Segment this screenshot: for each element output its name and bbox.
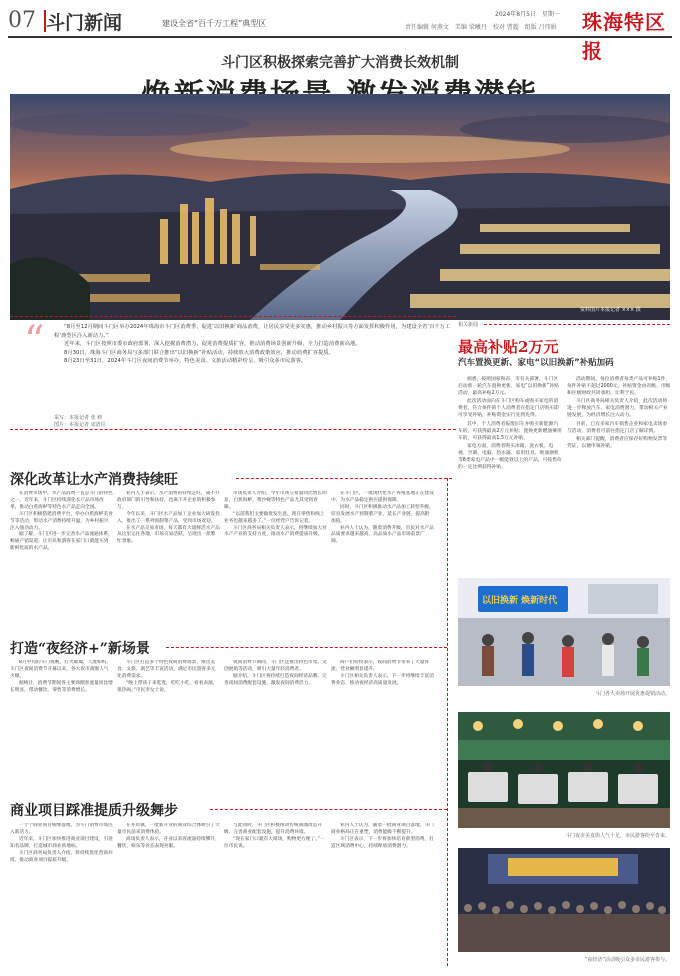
- crowd-event-photo: [458, 848, 670, 952]
- sidebar-paragraph: 相关部门提醒，消费者应保存好购物发票等凭证，以便申领补贴。: [567, 436, 668, 449]
- store-promotion-photo: [458, 578, 670, 686]
- night-market-photo: [458, 712, 670, 828]
- related-news-tag: 相关新闻: [458, 322, 479, 328]
- column-rule: [447, 478, 448, 966]
- section-column: [117, 823, 220, 966]
- editor-credits: 责任编辑 何燕文 美编 梁曦丹 校对 曹超 组版 吕伟娟: [405, 24, 557, 31]
- photo-caption: 斗门各大卖场开展优惠促销活动。: [594, 691, 670, 697]
- section-column: [10, 660, 113, 778]
- section-column: [10, 823, 113, 966]
- section-paragraph: 在斗门区，一批现代化水产养殖基地正在建设中，为水产品稳定供应提供保障。: [331, 491, 434, 503]
- section-title: 深化改革让水产消费持续旺: [10, 472, 178, 488]
- section-paragraph: “现在家门口就有大商场，购物更方便了。”一位市民说。: [224, 836, 325, 849]
- sidebar-paragraph: 斗门区商务局相关负责人介绍，此次活动将进一步释放汽车、家电消费潜力，带动相关产业链发展，为经济增长注入动力。: [567, 399, 668, 419]
- issue-date: 2024年8月5日 星期一: [495, 11, 560, 18]
- newspaper-brand: 珠海特区报: [582, 10, 666, 63]
- section-title: 商业项目踩准提质升级舞步: [10, 803, 178, 819]
- sidebar-paragraph: 家电方面，消费者购买冰箱、洗衣机、电视、空调、电脑、热水器、家用灶具、吸油烟机等8类家电产品中一级能效以上的产品，可按售价的一定比例获得补贴。: [458, 443, 562, 471]
- section-paragraph: 在井岸镇，一批新开业的商业综合体吸引了大量市民前来消费体验。: [117, 823, 220, 835]
- section-paragraph: 一个个商业项目相继落地，为斗门消费市场注入新活力。: [10, 823, 113, 835]
- page-number: 07: [8, 8, 36, 33]
- intro-paragraph: 8月23日至31日，2024年斗门区夜间消费节举办，特色美食、文旅活动精彩纷呈，吸引众多市民游客。: [64, 358, 307, 365]
- section-paragraph: 据了解，斗门区进一步完善水产品流通体系，畅通产销渠道，让市民和游客在家门口就能买到新鲜优质的水产品。: [10, 532, 113, 552]
- city-night-photo: [10, 94, 670, 320]
- section-rule: [166, 647, 447, 648]
- intro-paragraph: 近年来，斗门区按照市委市政府部署，深入挖掘消费潜力，促进消费提质扩容，推动消费场景创新升级，全力打造消费新高地。: [64, 341, 361, 348]
- promo-sign: 以旧换新 焕新时代: [482, 596, 558, 606]
- intro-text: [54, 323, 454, 366]
- section-paragraph: 商户们纷纷表示，夜间消费节带来了大量客流，营业额明显提升。: [331, 660, 430, 672]
- section-paragraph: 斗门区商务局负责人介绍，将持续优化营商环境，推动商业项目提质升级。: [10, 850, 113, 863]
- section-rule: [210, 809, 447, 810]
- section-paragraph: 在消费市场中，水产品消费一直是斗门的特色之一。近年来，斗门区持续深化水产品市场改革，推动白蕉海鲈等特色水产品走向全国。: [10, 491, 113, 510]
- section-paragraph: 斗门区打造多个特色夜间消费场景，推出美食、文旅、演艺等丰富活动，满足市民游客多元化消费需求。: [117, 660, 216, 679]
- section-paragraph: 在水产品交易市场，每天都有大量鲜活水产品从这里运往各地，市场交易活跃，呈现出一派繁忙景象。: [117, 525, 220, 545]
- sidebar-column-2: [567, 376, 671, 572]
- section-paragraph: 与此同时，斗门区积极推动传统商圈改造升级，完善商业配套设施，提升消费环境。: [224, 823, 323, 835]
- section-paragraph: 斗门区商务局相关负责人表示，将继续加大对水产产业的支持力度，推动水产消费提质升级。: [224, 525, 327, 538]
- sidebar-title: 最高补贴2万元: [458, 338, 559, 356]
- section-paragraph: 8月中旬的斗门夜晚，灯火璀璨，人流如织。斗门区夜间消费节开幕以来，各大夜市商圈人气火爆。: [10, 660, 112, 679]
- section-paragraph: 斗门区表示，下一步将加快培育新型消费，打造区域消费中心，持续释放消费潜力。: [331, 836, 434, 849]
- header-slogan: 建设全省“百千万工程”典型区: [162, 19, 267, 28]
- section-column: [331, 491, 434, 625]
- section-column: [224, 660, 327, 778]
- section-paragraph: 夜间消费节期间，斗门区还推出特色市集、文创展销等活动，吸引大量年轻消费者。: [224, 660, 327, 672]
- sidebar-subtitle: 汽车置换更新、家电“以旧换新”补贴加码: [458, 358, 614, 368]
- section-paragraph: 近年来，斗门区加快推进商业项目建设，引进知名品牌，打造城市商业新地标。: [10, 836, 113, 849]
- section-column: [331, 823, 434, 966]
- tag-rule: [484, 324, 670, 325]
- section-paragraph: 市场负责人介绍，今年市场交易量同比增长明显，白蕉海鲈、黄沙蚬等特色产品尤其受到青睐。: [224, 491, 327, 510]
- section-column: [117, 660, 220, 778]
- section-paragraph: 同时，斗门区积极推动水产品加工转型升级，培育发展水产预制菜产业，延长产业链，提高附加值。: [331, 504, 434, 524]
- sidebar-column-1: [458, 376, 562, 572]
- section-column: [117, 491, 220, 625]
- sidebar-paragraph: 据悉，按照国家和省、市有关部署，斗门区启动新一轮汽车置换更新、家电“以旧换新”补贴活动，最高补贴2万元。: [458, 377, 559, 397]
- section-rule: [236, 478, 452, 479]
- intro-paragraph: “8月至12月期间斗门区举办2024年珠海市斗门区消费季，促进‘以旧换新’商品消费，让居民享受更多实惠，推动乡村振兴等方面发挥积极作用，为建设全省‘百千万工程’典型区注入新动力。”: [54, 324, 451, 339]
- section-paragraph: 今年以来，斗门区水产品加工企业加大研发投入，推出了一系列预制菜产品，受到市场欢迎。: [117, 511, 220, 524]
- section-paragraph: 业内人士表示，水产消费的持续走旺，离不开政府部门的引导和扶持，也离不开企业的积极参与。: [117, 491, 220, 510]
- section-paragraph: 据介绍，斗门区将持续打造夜间经济品牌，完善夜间消费配套设施，激发夜间消费活力。: [224, 673, 327, 686]
- article-subtitle: 斗门区积极探索完善扩大消费长效机制: [221, 55, 459, 71]
- section-column: [331, 660, 434, 778]
- section-column: [224, 491, 327, 625]
- section-paragraph: 业内人士认为，随着一批商业项目落地，斗门商业格局正在重塑，消费能级不断提升。: [331, 823, 434, 835]
- section-name: 斗门新闻: [46, 12, 123, 34]
- sidebar-paragraph: 其中，个人消费者报废旧车并购买新能源汽车的，可获得最高2万元补贴；置换更新燃油乘用车的，可获得最高1.5万元补贴。: [458, 421, 562, 441]
- photo-credit: 资料图片本报记者 ××× 摄: [580, 307, 641, 313]
- section-paragraph: “以前我们主要做批发生意，现在零售和线上业务也越来越多了。”一位经营户告诉记者。: [224, 511, 325, 524]
- intro-paragraph: 8月30日，珠海斗门区商务局与多部门联合推出“以旧换新”补贴活动，持续放大消费政策效应，推动消费扩容提质。: [64, 349, 334, 356]
- section-paragraph: 斗门区相关负责人表示，下一步将继续丰富消费业态，推动夜经济高质量发展。: [331, 673, 434, 686]
- section-title: 打造“夜经济+”新场景: [10, 641, 150, 657]
- section-paragraph: 斗门区积极搭建消费平台，举办白蕉海鲈美食节等活动，带动水产消费持续升温，为乡村振兴注入强劲动力。: [10, 511, 113, 531]
- section-column: [10, 491, 113, 625]
- sidebar-paragraph: 活动期间，每位消费者每类产品可补贴1件，每件补贴不超过2000元。补贴资金由省级、市级和区级财政共同承担，让利于民。: [567, 377, 671, 397]
- photo-caption: 斗门夜市美食街人气十足，市民游客纷至沓来。: [564, 833, 670, 839]
- quote-mark-icon: “: [24, 318, 45, 364]
- header-rule: [8, 36, 672, 38]
- sidebar-paragraph: 此次活动面向在斗门区购车或购买家电的消费者，符合条件的个人消费者在指定门店购买即可享受补贴，补贴资金实行先到先得。: [458, 399, 559, 419]
- section-paragraph: “晚上带孩子来逛逛，吃吃小吃，看看表演，很热闹。”市民李女士说。: [117, 680, 218, 693]
- sidebar-paragraph: 目前，已有多家汽车销售企业和家电卖场参与活动，消费者可前往指定门店了解详情。: [567, 421, 668, 434]
- photo-caption: “夜经济”活动吸引众多市民游客参与。: [584, 957, 670, 963]
- section-paragraph: 商场负责人表示，开业以来客流量持续攀升，餐饮、娱乐等业态表现亮眼。: [117, 836, 220, 849]
- section-paragraph: 业内人士认为，随着消费升级，市民对水产品品质要求越来越高，高品质水产品市场前景广阔。: [331, 525, 434, 545]
- reporter-credit: 采写：本报记者 张 莉 图片：本报记者 宋清臣: [54, 415, 106, 428]
- section-column: [224, 823, 327, 966]
- section-paragraph: 据统计，消费节期间各主要商圈客流量同比增长明显，带动餐饮、零售等消费增长。: [10, 680, 113, 693]
